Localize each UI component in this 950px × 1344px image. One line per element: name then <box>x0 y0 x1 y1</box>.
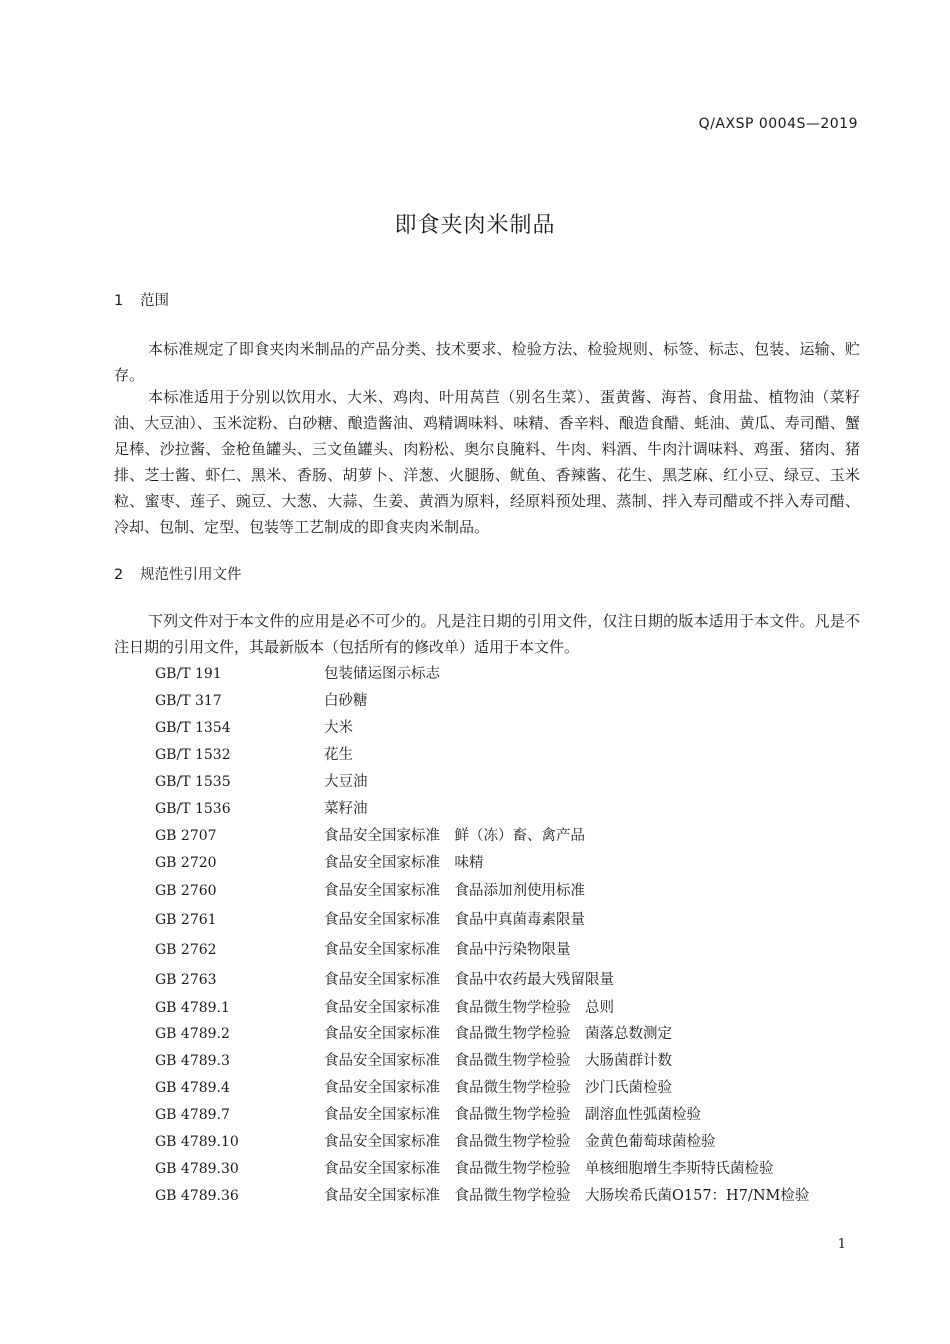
reference-title: 花生 <box>324 747 353 763</box>
reference-title: 食品安全国家标准 味精 <box>324 855 484 871</box>
reference-code: GB 4789.2 <box>155 1026 230 1042</box>
reference-item <box>155 908 585 929</box>
reference-item <box>155 879 585 900</box>
reference-title: 食品安全国家标准 食品中污染物限量 <box>324 942 571 958</box>
reference-title: 食品安全国家标准 食品微生物学检验 大肠埃希氏菌O157：H7/NM检验 <box>324 1188 810 1204</box>
reference-title: 食品安全国家标准 食品中真菌毒素限量 <box>324 912 585 928</box>
paragraph-scope-2: 本标准适用于分别以饮用水、大米、鸡肉、叶用莴苣（别名生菜）、蛋黄酱、海苔、食用盐、植物油（菜籽油、大豆油）、玉米淀粉、白砂糖、酿造酱油、鸡精调味料、味精、香辛料、酿造食醋、蚝油、黄瓜、寿司醋、蟹足棒、沙拉酱、金枪鱼罐头、三文鱼罐头、肉粉松、奥尔良腌料、牛肉、料酒、牛肉汁调味料、鸡蛋、猪肉、猪排、芝士酱、虾仁、黑米、香肠、胡萝卜、洋葱、火腿肠、鱿鱼、香辣酱、花生、黑芝麻、红小豆、绿豆、玉米粒、蜜枣、莲子、豌豆、大葱、大蒜、生姜、黄酒为原料，经原料预处理、蒸制、拌入寿司醋或不拌入寿司醋、冷却、包制、定型、包装等工艺制成的即食夹肉米制品。 <box>114 388 860 536</box>
standard-code: Q/AXSP 0004S—2019 <box>698 116 858 132</box>
reference-title: 食品安全国家标准 食品中农药最大残留限量 <box>324 972 614 988</box>
section-heading-scope <box>114 289 169 310</box>
section-number: 1 <box>114 293 124 309</box>
reference-code: GB/T 1532 <box>155 747 231 763</box>
section-heading-normative-references <box>114 563 242 584</box>
reference-title: 白砂糖 <box>324 693 368 709</box>
reference-code: GB 4789.36 <box>155 1188 239 1204</box>
section-title: 范围 <box>140 293 169 309</box>
reference-title: 菜籽油 <box>324 801 368 817</box>
reference-title: 食品安全国家标准 食品微生物学检验 大肠菌群计数 <box>324 1053 672 1069</box>
reference-title: 食品安全国家标准 食品微生物学检验 金黄色葡萄球菌检验 <box>324 1134 716 1150</box>
reference-code: GB 4789.10 <box>155 1134 239 1150</box>
reference-code: GB 2763 <box>155 972 217 988</box>
section-title: 规范性引用文件 <box>140 567 242 583</box>
reference-title: 食品安全国家标准 食品微生物学检验 单核细胞增生李斯特氏菌检验 <box>324 1161 774 1177</box>
reference-title: 食品安全国家标准 食品微生物学检验 菌落总数测定 <box>324 1026 672 1042</box>
page-number: 1 <box>837 1237 846 1252</box>
reference-code: GB 2762 <box>155 942 217 958</box>
reference-item <box>155 1130 716 1151</box>
reference-code: GB 2720 <box>155 855 217 871</box>
paragraph-references-intro: 下列文件对于本文件的应用是必不可少的。凡是注日期的引用文件，仅注日期的版本适用于本文件。凡是不注日期的引用文件，其最新版本（包括所有的修改单）适用于本文件。 <box>114 612 860 656</box>
reference-code: GB/T 1536 <box>155 801 231 817</box>
section-number: 2 <box>114 567 124 583</box>
reference-item <box>155 1049 672 1070</box>
reference-item <box>155 968 614 989</box>
reference-code: GB 2707 <box>155 828 217 844</box>
reference-code: GB 2761 <box>155 912 217 928</box>
reference-code: GB 4789.1 <box>155 1000 230 1016</box>
reference-item <box>155 716 353 737</box>
reference-code: GB/T 191 <box>155 666 222 682</box>
reference-title: 食品安全国家标准 食品微生物学检验 总则 <box>324 1000 614 1016</box>
reference-code: GB 2760 <box>155 883 217 899</box>
reference-item <box>155 770 368 791</box>
reference-title: 食品安全国家标准 食品微生物学检验 副溶血性弧菌检验 <box>324 1107 701 1123</box>
reference-item <box>155 689 368 710</box>
reference-title: 包装储运图示标志 <box>324 666 440 682</box>
reference-title: 大米 <box>324 720 353 736</box>
reference-code: GB/T 1535 <box>155 774 231 790</box>
reference-code: GB/T 1354 <box>155 720 231 736</box>
reference-code: GB 4789.4 <box>155 1080 230 1096</box>
reference-item <box>155 938 571 959</box>
document-title: 即食夹肉米制品 <box>394 213 556 238</box>
reference-item <box>155 996 614 1017</box>
reference-title: 食品安全国家标准 食品添加剂使用标准 <box>324 883 585 899</box>
reference-item <box>155 851 484 872</box>
reference-item <box>155 1022 672 1043</box>
reference-code: GB 4789.30 <box>155 1161 239 1177</box>
reference-item <box>155 1184 809 1205</box>
paragraph-scope-1: 本标准规定了即食夹肉米制品的产品分类、技术要求、检验方法、检验规则、标签、标志、包装、运输、贮存。 <box>114 340 860 384</box>
reference-code: GB/T 317 <box>155 693 222 709</box>
reference-title: 大豆油 <box>324 774 368 790</box>
reference-title: 食品安全国家标准 食品微生物学检验 沙门氏菌检验 <box>324 1080 672 1096</box>
reference-code: GB 4789.7 <box>155 1107 230 1123</box>
reference-item <box>155 797 368 818</box>
reference-item <box>155 662 440 683</box>
reference-item <box>155 824 585 845</box>
reference-item <box>155 1157 774 1178</box>
reference-item <box>155 743 353 764</box>
reference-item <box>155 1103 701 1124</box>
reference-item <box>155 1076 672 1097</box>
reference-title: 食品安全国家标准 鲜（冻）畜、禽产品 <box>324 828 585 844</box>
reference-code: GB 4789.3 <box>155 1053 230 1069</box>
